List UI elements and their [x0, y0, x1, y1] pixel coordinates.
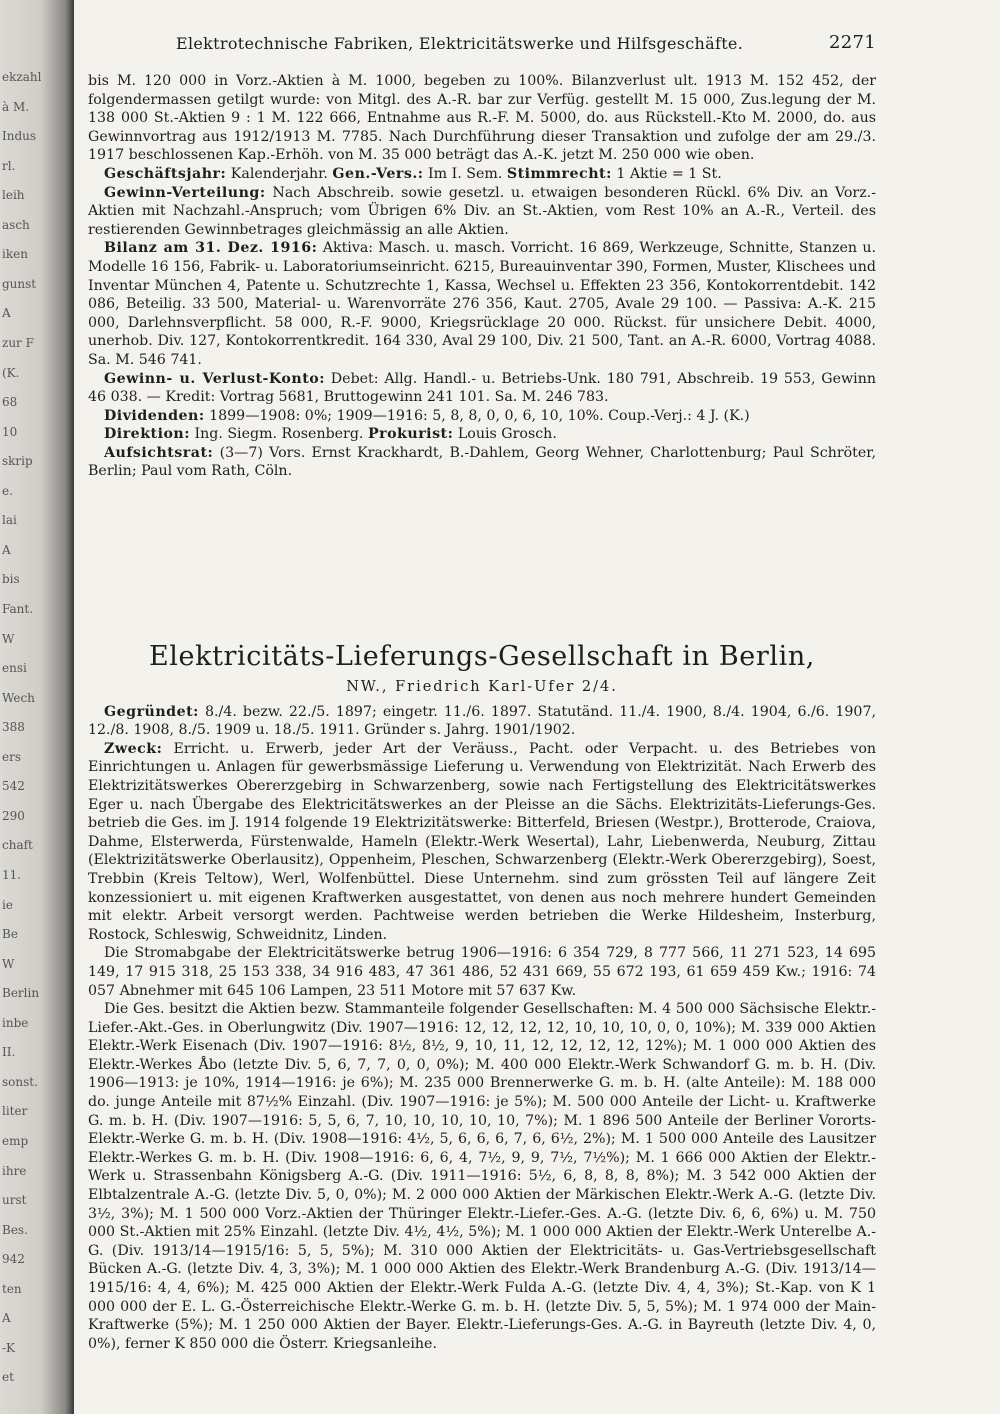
label: Zweck:: [104, 740, 163, 757]
company-title: Elektricitäts-Lieferungs-Gesellschaft in Berlin,: [149, 641, 815, 672]
management-paragraph: [88, 425, 876, 444]
text: Erricht. u. Erwerb, jeder Art der Veräuss., Pacht. oder Verpacht. u. des Betriebes von Einrichtungen u. Anlagen für gewerbsmässige Lieferung u. Verwendung von Elektrizität. Nach Erwerb des Elektrizitätswerkes Obererzgebirg in Schwarzenberg, sowie nach Fertigstellung des Elektricitätswerkes Eger u. nach Übergabe des Elektricitätswerkes an der Pleisse an die Sächs. Elektrizitäts-Lieferungs-Ges. betrieb die Ges. im J. 1914 folgende 19 Elektrizitätswerke: Bitterfeld, Briesen (Westpr.), Brotterode, Craiova, Dahme, Elsterwerda, Fürstenwalde, Hameln (Elektr.-Werk Wesertal), Lahr, Liebenwerda, Neuburg, Zittau (Elektrizitätswerke Oberlausitz), Oppenheim, Pleschen, Schwarzenberg (Elektr.-Werk Obererzgebirg), Soest, Trebbin (Kreis Teltow), Werl, Wolfenbüttel. Diese Unternehm. sind zum grössten Teil auf längere Zeit konzessioniert u. mit eigenen Kraftwerken ausgestattet, von denen aus noch mehrere hundert Gemeinden mit elektr. Arbeit versorgt werden. Pachtweise werden betrieben die Werke Hildesheim, Insterburg, Rostock, Schleswig, Schweidnitz, Linden.: [88, 740, 876, 943]
text: 1 Aktie = 1 St.: [611, 165, 722, 182]
fiscal-paragraph: [88, 165, 876, 184]
margin-fragment: 388: [2, 720, 25, 735]
label: Stimmrecht:: [506, 165, 612, 182]
label: Geschäftsjahr:: [104, 165, 227, 182]
margin-fragment: 542: [2, 779, 25, 794]
company-address: NW., Friedrich Karl-Ufer 2/4.: [346, 679, 618, 695]
margin-fragment: Fant.: [2, 602, 34, 616]
text: Ing. Siegm. Rosenberg.: [189, 426, 368, 443]
margin-fragment: A: [2, 542, 11, 557]
purpose-paragraph: [88, 740, 876, 945]
margin-fragment: Be: [2, 927, 18, 942]
margin-fragment: et: [2, 1370, 14, 1385]
text: Aktiva: Masch. u. masch. Vorricht. 16 869, Werkzeuge, Schnitte, Stanzen u. Modelle 16 156, Fabrik- u. Laboratoriumseinricht. 6215, Bureauinventar 390, Formen, Muster, Klischees und Inventar München 4, Patente u. Schutzrechte 1, Kassa, Wechsel u. Effekten 23 356, Kontokorrentdebit. 142 086, Beteilig. 33 500, Material- u. Warenvorräte 276 356, Kaut. 2705, Avale 29 100. — Passiva: A.-K. 215 000, Darlehnsverpflicht. 58 000, R.-F. 9000, Kriegsrücklage 20 000. Rückst. für unsichere Debit. 4000, unerhob. Div. 127, Kontokorrentkredit. 164 330, Aval 29 100, Div. 21 500, Tant. an A.-R. 6000, Vortrag 4088. Sa. M. 546 741.: [88, 240, 877, 368]
text: Nach Abschreib. sowie gesetzl. u. etwaigen besonderen Rückl. 6% Div. an Vorz.-Aktien mit Nachzahl.-Anspruch; vom Übrigen 6% Div. an St.-Aktien, vom Rest 10% an A.-R., Verteil. des restierenden Gewinnbetrages gleichmässig an alle Aktien.: [88, 184, 876, 238]
margin-fragment: 68: [2, 395, 18, 410]
margin-fragment: bis: [2, 572, 20, 587]
margin-fragment: emp: [2, 1134, 29, 1148]
margin-fragment: Indus: [2, 129, 37, 144]
label: Gegründet:: [104, 703, 199, 720]
margin-fragment: urst: [2, 1193, 27, 1208]
margin-fragment: (K.: [2, 365, 20, 380]
text: 8./4. bezw. 22./5. 1897; eingetr. 11./6. 1897. Statutänd. 11./4. 1900, 8./4. 1904, 6./6. 1907, 12./8. 1908, 8./5. 1909 u. 18./5. 1911. Gründer s. Jahrg. 1901/1902.: [88, 703, 876, 739]
text: Im I. Sem.: [423, 165, 507, 182]
power-output-paragraph: Die Stromabgabe der Elektricitätswerke betrug 1906—1916: 6 354 729, 8 777 566, 11 271 523, 14 695 149, 17 915 318, 25 153 338, 34 916 483, 47 361 486, 52 431 669, 55 672 193, 61 659 459 Kw.; 1916: 74 057 Abnehmer mit 645 106 Lampen, 23 511 Motore mit 57 637 Kw.: [88, 945, 876, 999]
margin-fragment: -K: [2, 1340, 16, 1355]
margin-fragment: ihre: [2, 1163, 27, 1178]
margin-fragment: A: [2, 306, 11, 321]
margin-fragment: ie: [2, 897, 13, 912]
section-previous-company: [88, 72, 876, 481]
margin-fragment: zur F: [2, 336, 34, 350]
margin-fragment: gunst: [2, 276, 37, 291]
text: Debet: Allg. Handl.- u. Betriebs-Unk. 180 791, Abschreib. 19 553, Gewinn 46 038. — Kredit: Vortrag 5681, Bruttogewinn 241 101. Sa. M. 246 783.: [88, 370, 876, 406]
supervisory-board-paragraph: [88, 444, 876, 481]
text: 1899—1908: 0%; 1909—1916: 5, 8, 8, 0, 0, 6, 10, 10%. Coup.-Verj.: 4 J. (K.): [204, 407, 750, 424]
margin-fragment: 10: [2, 424, 18, 439]
profit-distribution-paragraph: [88, 184, 876, 240]
margin-fragment: 942: [2, 1252, 25, 1267]
margin-fragment: ten: [2, 1281, 22, 1296]
founded-paragraph: [88, 703, 876, 740]
margin-fragment: asch: [2, 217, 30, 232]
label: Gen.-Vers.:: [332, 165, 424, 182]
margin-fragment: chaft: [2, 838, 33, 853]
margin-fragment: W: [2, 956, 15, 971]
margin-fragment: 11.: [2, 868, 22, 882]
margin-fragment: W: [2, 631, 15, 646]
margin-fragment: Wech: [2, 690, 35, 705]
margin-fragment: leih: [2, 188, 25, 203]
margin-fragment: à M.: [2, 99, 30, 114]
label: Dividenden:: [104, 407, 205, 424]
margin-fragment: A: [2, 1311, 11, 1326]
label: Bilanz am 31. Dez. 1916:: [104, 240, 318, 257]
margin-fragment: Berlin: [2, 986, 40, 1001]
section-company-entry: [88, 640, 876, 1353]
binding-margin: [0, 0, 74, 1414]
label: Gewinn- u. Verlust-Konto:: [104, 370, 325, 387]
margin-fragment: inbe: [2, 1015, 29, 1030]
margin-fragment: iken: [2, 247, 28, 262]
label: Gewinn-Verteilung:: [104, 184, 266, 201]
margin-fragment: rl.: [2, 158, 16, 173]
profit-loss-paragraph: [88, 370, 876, 407]
balance-paragraph: [88, 239, 876, 369]
margin-fragment: sonst.: [2, 1074, 38, 1089]
margin-fragment: ekzahl: [2, 70, 42, 84]
margin-fragment: ers: [2, 749, 21, 764]
capital-paragraph: bis M. 120 000 in Vorz.-Aktien à M. 1000, begeben zu 100%. Bilanzverlust ult. 1913 M. 152 452, der folgendermassen getilgt wurde: von Mitgl. des A.-R. bar zur Verfüg. gestellt M. 15 000, Zus.legung der M. 138 000 St.-Aktien 9 : 1 M. 122 666, Entnahme aus R.-F. M. 5000, do. aus Rückstell.-Kto M. 2000, do. aus Gewinnvortrag aus 1912/1913 M. 7785. Nach Durchführung dieser Transaktion und zufolge der am 29./3. 1917 beschlossenen Kap.-Erhöh. von M. 35 000 beträgt das A.-K. jetzt M. 250 000 wie oben.: [88, 73, 876, 164]
margin-fragment: Bes.: [2, 1222, 28, 1237]
margin-fragment: 290: [2, 808, 25, 823]
margin-fragment: skrip: [2, 454, 33, 469]
text: (3—7) Vors. Ernst Krackhardt, B.-Dahlem, Georg Wehner, Charlottenburg; Paul Schröter, Berlin; Paul vom Rath, Cöln.: [88, 444, 876, 480]
margin-fragment: liter: [2, 1104, 28, 1119]
page-number: 2271: [828, 32, 876, 53]
margin-fragment: II.: [2, 1045, 16, 1060]
margin-fragment: ensi: [2, 661, 27, 676]
margin-fragment: lai: [2, 513, 17, 528]
running-title: Elektrotechnische Fabriken, Elektricitätswerke und Hilfsgeschäfte.: [176, 34, 744, 53]
label: Prokurist:: [367, 426, 454, 443]
label: Aufsichtsrat:: [104, 444, 214, 461]
holdings-paragraph: Die Ges. besitzt die Aktien bezw. Stammanteile folgender Gesellschaften: M. 4 500 000 Sächsische Elektr.-Liefer.-Akt.-Ges. in Oberlungwitz (Div. 1907—1916: 12, 12, 12, 12, 10, 10, 10, 0, 0, 10%); M. 339 000 Aktien Elektr.-Werk Eisenach (Div. 1907—1916: 8½, 8½, 9, 10, 11, 12, 12, 12, 12, 12%); M. 1 000 000 Aktien des Elektr.-Werkes Åbo (letzte Div. 5, 6, 7, 7, 0, 0, 0%); M. 400 000 Elektr.-Werk Schwandorf G. m. b. H. (Div. 1906—1913: je 10%, 1914—1916: je 6%); M. 235 000 Brennerwerke G. m. b. H. (alte Anteile): M. 188 000 do. junge Anteile mit 87½% Einzahl. (Div. 1907—1916: je 5%); M. 500 000 Anteile der Licht- u. Kraftwerke G. m. b. H. (Div. 1907—1916: 5, 5, 6, 7, 10, 10, 10, 10, 10, 7%); M. 1 896 500 Anteile der Berliner Vororts-Elektr.-Werke G. m. b. H. (Div. 1908—1916: 4½, 5, 6, 6, 6, 7, 6, 6½, 2%); M. 1 500 000 Anteile des Lausitzer Elektr.-Werkes G. m. b. H. (Div. 1908—1916: 6, 6, 4, 7½, 9, 9, 7½, 7½%); M. 1 666 000 Aktien der Elektr.-Werk u. Strassenbahn Königsberg A.-G. (Div. 1911—1916: 5½, 6, 8, 8, 8, 8%); M. 3 542 000 Aktien der Elbtalzentrale A.-G. (letzte Div. 5, 0, 0%); M. 2 000 000 Aktien der Märkischen Elektr.-Werk A.-G. (letzte Div. 3½, 3%); M. 1 500 000 Vorz.-Aktien der Thüringer Elektr.-Liefer.-Ges. A.-G. (letzte Div. 6, 6, 6%) u. M. 750 000 St.-Aktien mit 25% Einzahl. (letzte Div. 4½, 4½, 5%); M. 1 000 000 Aktien der Elektr.-Werk Unterelbe A.-G. (Div. 1913/14—1915/16: 5, 5, 5%); M. 310 000 Aktien der Elektricitäts- u. Gas-Vertriebsgesellschaft Bücken A.-G. (letzte Div. 4, 3, 3%); M. 1 000 000 Aktien des Elektr.-Werk Brandenburg A.-G. (Div. 1913/14—1915/16: 4, 4, 6%); M. 425 000 Aktien der Elektr.-Werk Fulda A.-G. (letzte Div. 4, 4, 3%); St.-Kap. von K 1 000 000 der E. L. G.-Österreichische Elektr.-Werke G. m. b. H. (letzte Div. 5, 5, 5%); M. 1 974 000 der Main-Kraftwerke (5%); M. 1 250 000 Aktien der Bayer. Elektr.-Lieferungs-Ges. A.-G. in Bayreuth (letzte Div. 4, 0, 0%), ferner K 850 000 die Österr. Kriegsanleihe.: [88, 1001, 876, 1352]
text: Kalenderjahr.: [226, 165, 333, 182]
margin-fragment: e.: [2, 483, 13, 498]
text: Louis Grosch.: [453, 426, 557, 443]
label: Direktion:: [104, 426, 190, 443]
dividends-paragraph: [88, 407, 876, 426]
